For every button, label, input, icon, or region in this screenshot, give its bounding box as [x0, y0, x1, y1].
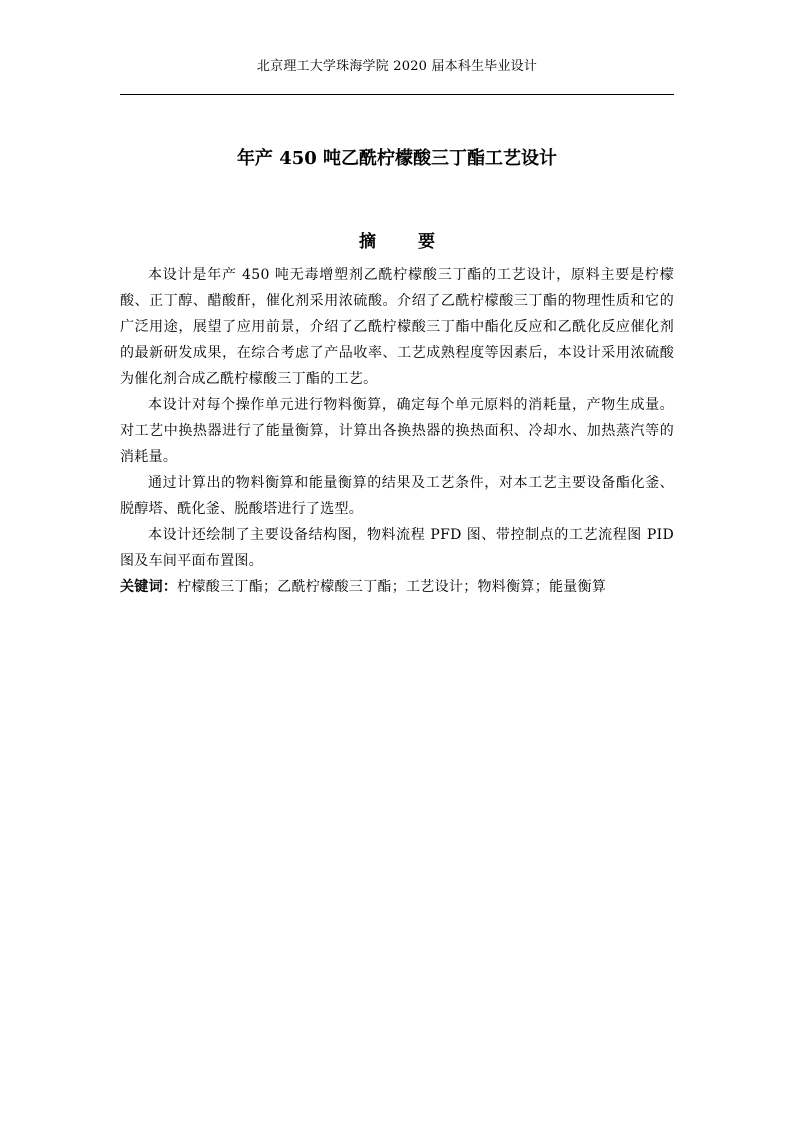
keywords-line	[120, 574, 674, 600]
page-header: 北京理工大学珠海学院 2020 届本科生毕业设计	[256, 59, 538, 74]
thesis-title: 年产 450 吨乙酰柠檬酸三丁酯工艺设计	[236, 148, 558, 169]
keywords-label: 关键词：	[120, 579, 178, 595]
abstract-body	[120, 262, 674, 600]
abstract-paragraph-2: 本设计对每个操作单元进行物料衡算，确定每个单元原料的消耗量，产物生成量。对工艺中换热器进行了能量衡算，计算出各换热器的换热面积、冷却水、加热蒸汽等的消耗量。	[120, 397, 674, 465]
header-rule	[120, 94, 674, 95]
keywords-text: 柠檬酸三丁酯；乙酰柠檬酸三丁酯；工艺设计；物料衡算；能量衡算	[177, 579, 607, 595]
abstract-paragraph-4: 本设计还绘制了主要设备结构图，物料流程 PFD 图、带控制点的工艺流程图 PID 图及车间平面布置图。	[120, 527, 674, 569]
abstract-paragraph-3: 通过计算出的物料衡算和能量衡算的结果及工艺条件，对本工艺主要设备酯化釜、脱醇塔、酰化釜、脱酸塔进行了选型。	[120, 475, 674, 517]
abstract-paragraph-1: 本设计是年产 450 吨无毒增塑剂乙酰柠檬酸三丁酯的工艺设计，原料主要是柠檬酸、正丁醇、醋酸酐，催化剂采用浓硫酸。介绍了乙酰柠檬酸三丁酯的物理性质和它的广泛用途，展望了应用前景，介绍了乙酰柠檬酸三丁酯中酯化反应和乙酰化反应催化剂的最新研发成果，在综合考虑了产品收率、工艺成熟程度等因素后，本设计采用浓硫酸为催化剂合成乙酰柠檬酸三丁酯的工艺。	[120, 267, 674, 387]
abstract-heading: 摘 要	[359, 232, 453, 252]
